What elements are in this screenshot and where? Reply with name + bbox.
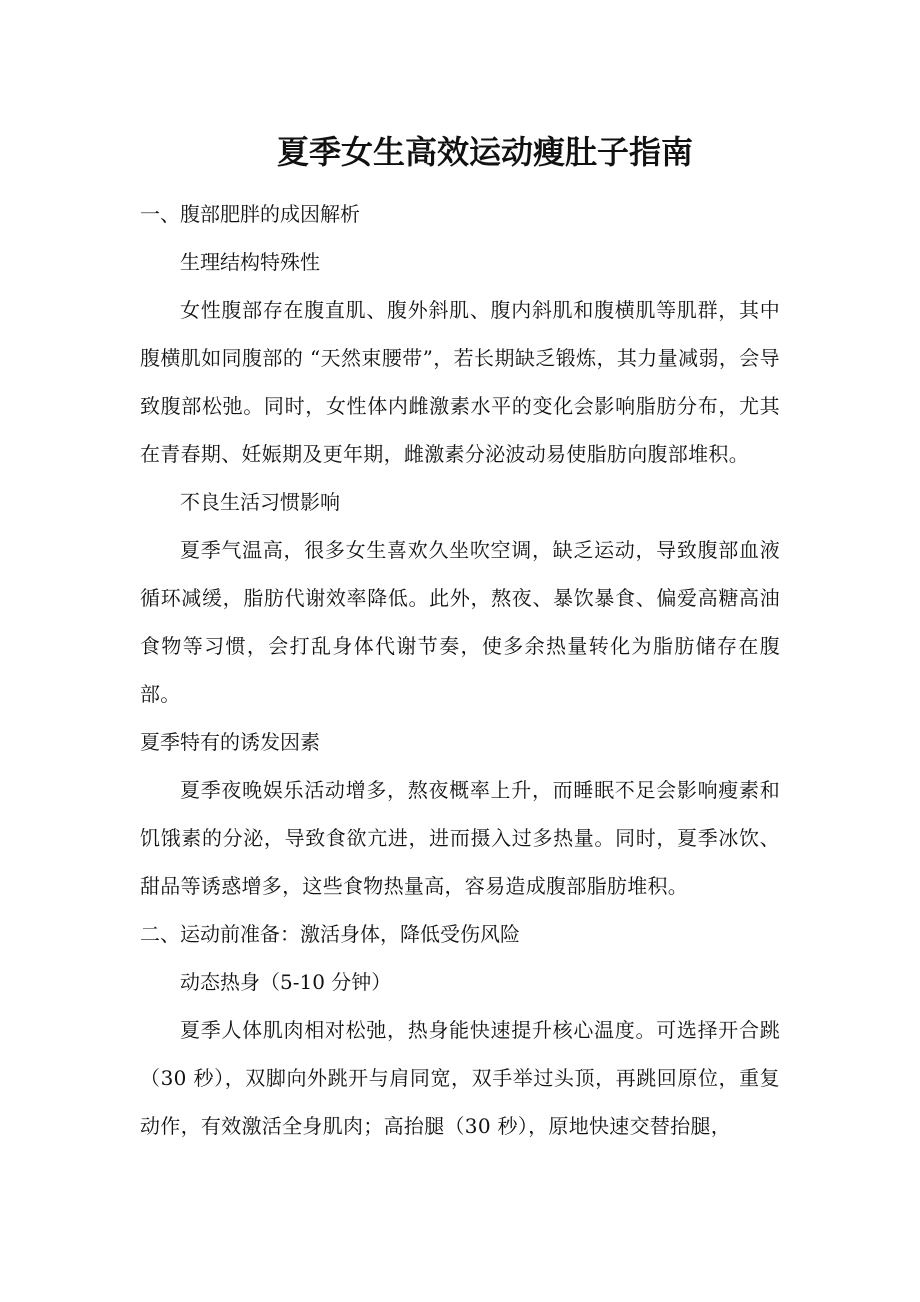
paragraph: 女性腹部存在腹直肌、腹外斜肌、腹内斜肌和腹横肌等肌群，其中腹横肌如同腹部的 “天然束腰带”，若长期缺乏锻炼，其力量减弱，会导致腹部松弛。同时，女性体内雌激素水平的变化会影响脂肪分布，尤其在青春期、妊娠期及更年期，雌激素分泌波动易使脂肪向腹部堆积。: [140, 298, 780, 466]
document-body: [140, 190, 780, 1150]
subsection-heading: 不良生活习惯影响: [180, 490, 340, 514]
subsection-heading: 动态热身（5-10 分钟）: [180, 970, 392, 994]
paragraph: 夏季气温高，很多女生喜欢久坐吹空调，缺乏运动，导致腹部血液循环减缓，脂肪代谢效率降低。此外，熬夜、暴饮暴食、偏爱高糖高油食物等习惯，会打乱身体代谢节奏，使多余热量转化为脂肪储存在腹部。: [140, 538, 780, 706]
section-heading: 一、腹部肥胖的成因解析: [140, 202, 360, 226]
section-heading: 二、运动前准备：激活身体，降低受伤风险: [140, 922, 520, 946]
paragraph: 夏季夜晚娱乐活动增多，熬夜概率上升，而睡眠不足会影响瘦素和饥饿素的分泌，导致食欲亢进，进而摄入过多热量。同时，夏季冰饮、甜品等诱惑增多，这些食物热量高，容易造成腹部脂肪堆积。: [140, 778, 780, 898]
subsection-heading: 生理结构特殊性: [180, 250, 320, 274]
page-title: 夏季女生高效运动瘦肚子指南: [276, 133, 693, 171]
subsection-heading: 夏季特有的诱发因素: [140, 730, 320, 754]
paragraph: 夏季人体肌肉相对松弛，热身能快速提升核心温度。可选择开合跳（30 秒），双脚向外跳开与肩同宽，双手举过头顶，再跳回原位，重复动作，有效激活全身肌肉；高抬腿（30 秒），原地快速交替抬腿，: [140, 1018, 780, 1138]
